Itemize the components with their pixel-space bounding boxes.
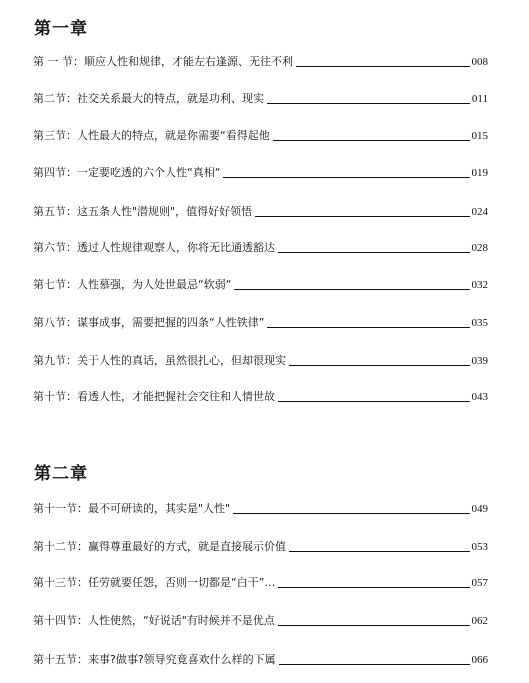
toc-leader-line [289, 551, 470, 552]
toc-row[interactable] [33, 92, 488, 106]
toc-page-number: 049 [471, 503, 488, 515]
toc-page-number: 039 [471, 355, 488, 367]
toc-entry-title: 第十三节：任劳就要任怨，否则一切都是“白干”… [33, 576, 276, 589]
toc-row[interactable] [33, 166, 488, 180]
chapter-2-title: 第二章 [34, 464, 88, 484]
toc-leader-line [278, 625, 470, 626]
toc-page-number: 008 [471, 56, 488, 68]
toc-page-number: 019 [471, 167, 488, 179]
chapter-1-title: 第一章 [34, 19, 88, 39]
toc-page-number: 062 [471, 615, 488, 627]
toc-entry-title: 第十一节：最不可研读的，其实是"人性" [33, 502, 231, 515]
toc-leader-line [234, 289, 469, 290]
toc-leader-line [278, 587, 469, 588]
toc-page-number: 066 [471, 654, 488, 666]
toc-entry-title: 第 一 节：顺应人性和规律，才能左右逢源、无往不利 [33, 55, 293, 68]
toc-row[interactable] [33, 390, 488, 404]
toc-leader-line [233, 513, 469, 514]
toc-leader-line [278, 401, 470, 402]
toc-row[interactable] [33, 354, 488, 368]
toc-entry-title: 第十四节：人性使然，“好说话"有时候并不是优点 [33, 614, 275, 627]
toc-row[interactable] [33, 614, 488, 628]
toc-leader-line [267, 103, 470, 104]
toc-entry-title: 第十五节：来事?做事?领导究竟喜欢什么样的下属 [33, 653, 276, 666]
toc-row[interactable] [33, 129, 488, 143]
toc-entry-title: 第二节：社交关系最大的特点，就是功利、现实 [33, 92, 264, 105]
toc-entry-title: 第八节：谋事成事，需要把握的四条“人性铁律” [33, 316, 265, 329]
toc-row[interactable] [33, 278, 488, 292]
toc-entry-title: 第七节：人性慕强，为人处世最忌“软弱“ [33, 278, 232, 291]
toc-page-number: 057 [471, 577, 488, 589]
toc-entry-title: 第三节：人性最大的特点，就是你需要“看得起他 [33, 129, 270, 142]
toc-page-number: 035 [471, 317, 488, 329]
toc-page-number: 015 [471, 130, 488, 142]
toc-row[interactable] [33, 55, 488, 69]
toc-leader-line [255, 216, 469, 217]
toc-row[interactable] [33, 576, 488, 590]
toc-leader-line [296, 66, 470, 67]
toc-leader-line [278, 252, 470, 253]
toc-row[interactable] [33, 241, 488, 255]
toc-leader-line [267, 327, 469, 328]
toc-page-number: 053 [471, 541, 488, 553]
toc-row[interactable] [33, 653, 488, 667]
toc-entry-title: 第五节：这五条人性"潜规则"，值得好好领悟 [33, 205, 253, 218]
toc-row[interactable] [33, 502, 488, 516]
toc-leader-line [289, 365, 470, 366]
toc-leader-line [223, 177, 469, 178]
toc-entry-title: 第十节：看透人性，才能把握社会交往和人情世故 [33, 390, 275, 403]
toc-entry-title: 第十二节：赢得尊重最好的方式，就是直接展示价值 [33, 540, 286, 553]
toc-page-number: 024 [471, 206, 488, 218]
toc-leader-line [279, 664, 470, 665]
toc-row[interactable] [33, 540, 488, 554]
toc-page-number: 028 [471, 242, 488, 254]
toc-row[interactable] [33, 205, 488, 219]
toc-page-number: 011 [471, 93, 488, 105]
toc-row[interactable] [33, 316, 488, 330]
toc-leader-line [273, 140, 470, 141]
toc-page-number: 043 [471, 391, 488, 403]
toc-entry-title: 第四节：一定要吃透的六个人性“真相“ [33, 166, 221, 179]
toc-page-number: 032 [471, 279, 488, 291]
toc-entry-title: 第九节：关于人性的真话，虽然很扎心，但却很现实 [33, 354, 286, 367]
toc-entry-title: 第六节：透过人性规律观察人，你将无比通透豁达 [33, 241, 275, 254]
